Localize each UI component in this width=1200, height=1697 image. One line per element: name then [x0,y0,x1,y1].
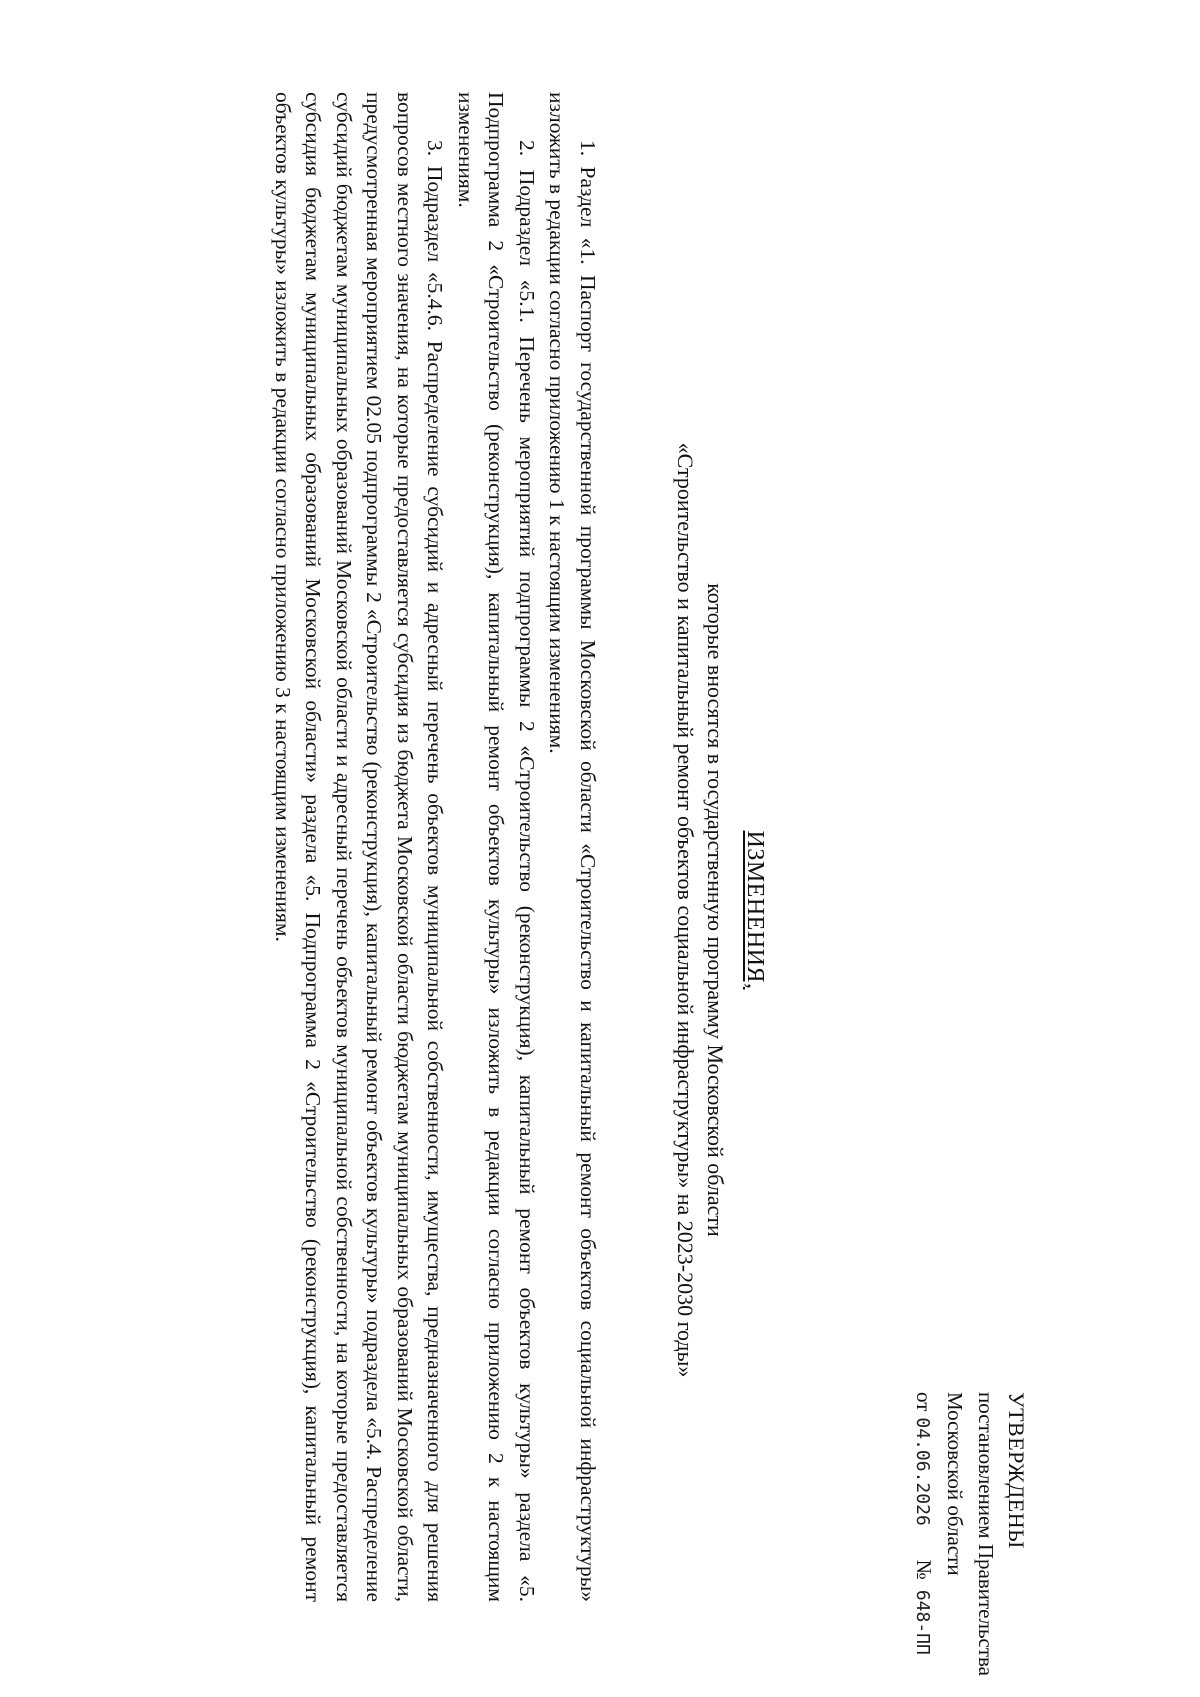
number-label: № [912,1559,936,1580]
approval-line-2: Московской области [943,1392,967,1576]
paragraph-1: 1. Раздел «1. Паспорт государственной программы Московской области «Строительство и капитальный ремонт объектов социальной инфраструктуры» изложить в редакции согласно приложению 1 к настоящим изменениям. [545,92,600,1602]
approval-stamp [907,1392,1032,1692]
approval-date-line [907,1392,939,1692]
document-text [268,92,604,1602]
document-title: ИЗМЕНЕНИЯ, [742,830,768,990]
approval-line-1: постановлением Правительства [974,1392,998,1677]
date-value: 04.06.2026 [912,1417,933,1526]
document-subtitle-2: «Строительство и капитальный ремонт объектов социальной инфраструктуры» на 2023-2030 годы» [673,442,698,1378]
paragraph-3: 3. Подраздел «5.4.6. Распределение субсидий и адресный перечень объектов муниципальной собственности, имущества, предназначенного для решения вопросов местного значения, на которые предоставляется субсидия из бюджета Московской области бюджетам муниципальных образований Московской области, предусмотренная мероприятием 02.05 подпрограммы 2 «Строительство (реконструкция), капитальный ремонт объектов культуры» подраздела «5.4. Распределение субсидий бюджетам муниципальных образований Московской области и адресный перечень объектов муниципальной собственности, на которые предоставляется субсидия бюджетам муниципальных образований Московской области» раздела «5. Подпрограмма 2 «Строительство (реконструкция), капитальный ремонт объектов культуры» изложить в редакции согласно приложению 3 к настоящим изменениям. [271,92,448,1602]
number-value: 648-ПП [912,1589,933,1655]
paragraph-2: 2. Подраздел «5.1. Перечень мероприятий подпрограммы 2 «Строительство (реконструкция), капитальный ремонт объектов культуры» раздела «5. Подпрограмма 2 «Строительство (реконструкция), капитальный ремонт объектов культуры» изложить в редакции согласно приложению 2 к настоящим изменениям. [454,92,539,1602]
document-subtitle-1: которые вносятся в государственную программу Московской области [703,583,728,1237]
date-prefix: от [912,1392,936,1412]
approval-heading: УТВЕРЖДЕНЫ [1004,1392,1029,1549]
document-titles [670,230,770,1590]
